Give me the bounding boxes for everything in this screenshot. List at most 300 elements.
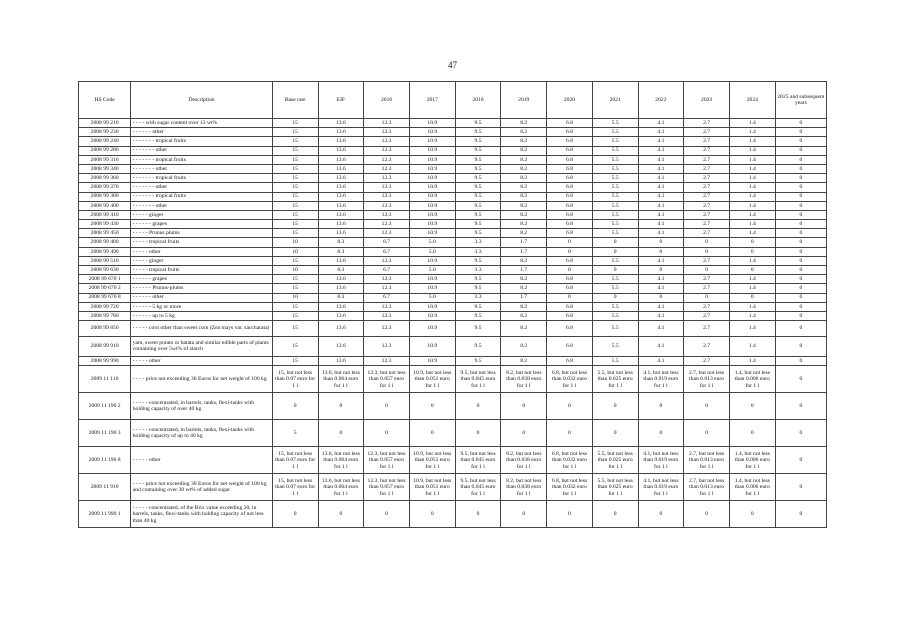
rate-cell: 6.8 bbox=[547, 229, 593, 238]
rate-cell: 0 bbox=[684, 293, 730, 302]
rate-cell: 15 bbox=[272, 357, 318, 366]
rate-cell: 4.1 bbox=[638, 311, 684, 320]
rate-cell: 15 bbox=[272, 210, 318, 219]
hs-code-cell: 2008 99 280 bbox=[79, 146, 131, 155]
rate-cell: 9.5 bbox=[455, 164, 501, 173]
rate-cell: 6.8 bbox=[547, 284, 593, 293]
rate-cell: 2.7, but not less than 0.013 euro for 1 l bbox=[684, 474, 730, 501]
rate-cell: 1.4 bbox=[729, 256, 775, 265]
rate-cell: 0 bbox=[592, 266, 638, 275]
rate-cell: 8.2, but not less than 0.038 euro for 1 l bbox=[501, 447, 547, 474]
rate-cell: 15 bbox=[272, 336, 318, 357]
rate-cell: 9.5, but not less than 0.045 euro for 1 l bbox=[455, 474, 501, 501]
rate-cell: 4.1 bbox=[638, 229, 684, 238]
rate-cell: 0 bbox=[729, 293, 775, 302]
rate-cell: 9.5 bbox=[455, 256, 501, 265]
rate-cell: 8.2 bbox=[501, 174, 547, 183]
rate-cell: 6.8, but not less than 0.032 euro for 1 l bbox=[547, 474, 593, 501]
rate-cell: 13.6 bbox=[318, 275, 364, 284]
rate-cell: 0 bbox=[592, 420, 638, 447]
rate-cell: 12.3 bbox=[364, 128, 410, 137]
table-row bbox=[79, 146, 827, 155]
rate-cell: 1.4 bbox=[729, 119, 775, 128]
rate-cell: 1.7 bbox=[501, 266, 547, 275]
rate-cell: 0 bbox=[729, 238, 775, 247]
rate-cell: 0 bbox=[272, 393, 318, 420]
rate-cell: 5.5 bbox=[592, 220, 638, 229]
description-cell: - - - - - tropical fruits bbox=[131, 266, 273, 275]
rate-cell: 6.8 bbox=[547, 201, 593, 210]
rate-cell: 0 bbox=[547, 247, 593, 256]
rate-cell: 6.8, but not less than 0.032 euro for 1 l bbox=[547, 366, 593, 393]
rate-cell: 2.7 bbox=[684, 284, 730, 293]
rate-cell: 2.7 bbox=[684, 146, 730, 155]
rate-cell: 1.4 bbox=[729, 174, 775, 183]
rate-cell: 5.5, but not less than 0.025 euro for 1 l bbox=[592, 447, 638, 474]
rate-cell: 2.7 bbox=[684, 192, 730, 201]
rate-cell: 8.2 bbox=[501, 119, 547, 128]
rate-cell: 10.9 bbox=[409, 192, 455, 201]
rate-cell: 0 bbox=[775, 256, 826, 265]
rate-cell: 0 bbox=[775, 146, 826, 155]
rate-cell: 0 bbox=[775, 275, 826, 284]
rate-cell: 2.7 bbox=[684, 137, 730, 146]
rate-cell: 0 bbox=[775, 128, 826, 137]
rate-cell: 15, but not less than 0.07 euro for 1 l bbox=[272, 474, 318, 501]
rate-cell: 15, but not less than 0.07 euro for 1 l bbox=[272, 366, 318, 393]
rate-cell: 13.6 bbox=[318, 146, 364, 155]
table-row bbox=[79, 266, 827, 275]
rate-cell: 10.9 bbox=[409, 155, 455, 164]
table-row bbox=[79, 192, 827, 201]
rate-cell: 6.8 bbox=[547, 275, 593, 284]
rate-cell: 13.6 bbox=[318, 183, 364, 192]
rate-cell: 6.8 bbox=[547, 192, 593, 201]
rate-cell: 8.2 bbox=[501, 201, 547, 210]
rate-cell: 2.7 bbox=[684, 321, 730, 337]
rate-cell: 2.7 bbox=[684, 336, 730, 357]
table-row bbox=[79, 238, 827, 247]
rate-cell: 2.7 bbox=[684, 256, 730, 265]
hs-code-cell: 2008 99 510 bbox=[79, 256, 131, 265]
description-cell: - - - - - - other bbox=[131, 293, 273, 302]
rate-cell: 0 bbox=[775, 321, 826, 337]
table-row bbox=[79, 321, 827, 337]
hs-code-cell: 2008 99 670 8 bbox=[79, 293, 131, 302]
rate-cell: 13.6 bbox=[318, 311, 364, 320]
rate-cell: 6.7 bbox=[364, 247, 410, 256]
rate-cell: 1.4 bbox=[729, 284, 775, 293]
hs-code-cell: 2008 99 850 bbox=[79, 321, 131, 337]
rate-cell: 3.3 bbox=[455, 238, 501, 247]
rate-cell: 12.3 bbox=[364, 119, 410, 128]
rate-cell: 8.2 bbox=[501, 192, 547, 201]
rate-cell: 1.4, but not less than 0.006 euro for 1 l bbox=[729, 447, 775, 474]
rate-cell: 1.7 bbox=[501, 238, 547, 247]
hs-code-cell: 2008 99 400 bbox=[79, 201, 131, 210]
rate-cell: 0 bbox=[775, 164, 826, 173]
rate-cell: 0 bbox=[775, 119, 826, 128]
hs-code-cell: 2008 99 990 bbox=[79, 357, 131, 366]
rate-cell: 1.4 bbox=[729, 302, 775, 311]
rate-cell: 13.6 bbox=[318, 220, 364, 229]
rate-cell: 1.4 bbox=[729, 229, 775, 238]
rate-cell: 4.1 bbox=[638, 284, 684, 293]
column-header: Base rate bbox=[272, 82, 318, 119]
rate-cell: 10.9 bbox=[409, 229, 455, 238]
rate-cell: 10.9 bbox=[409, 174, 455, 183]
rate-cell: 0 bbox=[455, 420, 501, 447]
rate-cell: 8.2 bbox=[501, 155, 547, 164]
hs-code-cell: 2009 11 110 bbox=[79, 366, 131, 393]
rate-cell: 0 bbox=[364, 420, 410, 447]
rate-cell: 13.6 bbox=[318, 256, 364, 265]
rate-cell: 4.1 bbox=[638, 137, 684, 146]
rate-cell: 1.4, but not less than 0.006 euro for 1 l bbox=[729, 474, 775, 501]
rate-cell: 0 bbox=[775, 210, 826, 219]
rate-cell: 8.2 bbox=[501, 284, 547, 293]
rate-cell: 5.5 bbox=[592, 321, 638, 337]
rate-cell: 5.5, but not less than 0.025 euro for 1 l bbox=[592, 366, 638, 393]
rate-cell: 9.5, but not less than 0.045 euro for 1 l bbox=[455, 366, 501, 393]
rate-cell: 15 bbox=[272, 256, 318, 265]
rate-cell: 0 bbox=[547, 501, 593, 528]
rate-cell: 0 bbox=[638, 293, 684, 302]
column-header: 2018 bbox=[455, 82, 501, 119]
table-row bbox=[79, 420, 827, 447]
rate-cell: 6.8 bbox=[547, 164, 593, 173]
rate-cell: 10.9 bbox=[409, 275, 455, 284]
rate-cell: 10 bbox=[272, 247, 318, 256]
rate-cell: 1.7 bbox=[501, 293, 547, 302]
rate-cell: 0 bbox=[638, 420, 684, 447]
rate-cell: 10.9 bbox=[409, 220, 455, 229]
table-row bbox=[79, 220, 827, 229]
rate-cell: 10.9 bbox=[409, 183, 455, 192]
rate-cell: 10.9 bbox=[409, 201, 455, 210]
hs-code-cell: 2008 99 450 bbox=[79, 229, 131, 238]
rate-cell: 8.2 bbox=[501, 336, 547, 357]
rate-cell: 13.6, but not less than 0.064 euro for 1 l bbox=[318, 447, 364, 474]
rate-cell: 0 bbox=[592, 393, 638, 420]
description-cell: yam, sweet potato or batata and similar edible parts of plants containing over 5wt% of starch bbox=[131, 336, 273, 357]
rate-cell: 0 bbox=[729, 393, 775, 420]
rate-cell: 12.3 bbox=[364, 311, 410, 320]
rate-cell: 5.5 bbox=[592, 210, 638, 219]
rate-cell: 0 bbox=[592, 238, 638, 247]
hs-code-cell: 2008 99 240 bbox=[79, 137, 131, 146]
rate-cell: 15 bbox=[272, 284, 318, 293]
table-row bbox=[79, 474, 827, 501]
rate-cell: 8.2 bbox=[501, 146, 547, 155]
rate-cell: 0 bbox=[409, 393, 455, 420]
rate-cell: 10 bbox=[272, 238, 318, 247]
rate-cell: 9.5 bbox=[455, 357, 501, 366]
table-row bbox=[79, 311, 827, 320]
rate-cell: 12.3 bbox=[364, 220, 410, 229]
rate-cell: 3.3 bbox=[455, 293, 501, 302]
rate-cell: 8.3 bbox=[318, 293, 364, 302]
table-row bbox=[79, 201, 827, 210]
table-row bbox=[79, 164, 827, 173]
rate-cell: 5.5 bbox=[592, 357, 638, 366]
description-cell: - - - - - - up to 5 kg bbox=[131, 311, 273, 320]
rate-cell: 4.1 bbox=[638, 220, 684, 229]
rate-cell: 0 bbox=[775, 183, 826, 192]
rate-cell: 10.9 bbox=[409, 210, 455, 219]
rate-cell: 0 bbox=[775, 501, 826, 528]
page-number: 47 bbox=[448, 60, 457, 70]
description-cell: - - - - - - other bbox=[131, 128, 273, 137]
rate-cell: 1.4 bbox=[729, 201, 775, 210]
rate-cell: 0 bbox=[638, 393, 684, 420]
rate-cell: 0 bbox=[775, 474, 826, 501]
hs-code-cell: 2008 99 360 bbox=[79, 174, 131, 183]
tariff-schedule-table bbox=[78, 81, 827, 528]
description-cell: - - - - - ginger bbox=[131, 210, 273, 219]
rate-cell: 5.5 bbox=[592, 336, 638, 357]
rate-cell: 4.1 bbox=[638, 302, 684, 311]
rate-cell: 4.1 bbox=[638, 146, 684, 155]
rate-cell: 10.9, but not less than 0.051 euro for 1 l bbox=[409, 447, 455, 474]
rate-cell: 10.9 bbox=[409, 302, 455, 311]
description-cell: - - - - price not exceeding 30 Euros for net weight of 100 kg and containing over 30 wt% of added sugar bbox=[131, 474, 273, 501]
description-cell: - - - - - - grapes bbox=[131, 220, 273, 229]
rate-cell: 0 bbox=[501, 420, 547, 447]
rate-cell: 2.7 bbox=[684, 275, 730, 284]
rate-cell: 1.4 bbox=[729, 137, 775, 146]
rate-cell: 6.8 bbox=[547, 174, 593, 183]
description-cell: - - - - - concentrated, in barrels, tanks, flexi-tanks with holding capacity of up to 40 kg bbox=[131, 420, 273, 447]
rate-cell: 4.1 bbox=[638, 357, 684, 366]
rate-cell: 5.5 bbox=[592, 128, 638, 137]
rate-cell: 0 bbox=[729, 420, 775, 447]
hs-code-cell: 2008 99 630 bbox=[79, 266, 131, 275]
rate-cell: 13.6 bbox=[318, 192, 364, 201]
rate-cell: 15 bbox=[272, 128, 318, 137]
rate-cell: 2.7 bbox=[684, 229, 730, 238]
rate-cell: 15 bbox=[272, 275, 318, 284]
table-row bbox=[79, 247, 827, 256]
rate-cell: 1.4 bbox=[729, 357, 775, 366]
rate-cell: 0 bbox=[775, 284, 826, 293]
table-row bbox=[79, 357, 827, 366]
rate-cell: 1.4, but not less than 0.006 euro for 1 l bbox=[729, 366, 775, 393]
rate-cell: 0 bbox=[547, 393, 593, 420]
column-header: 2019 bbox=[501, 82, 547, 119]
rate-cell: 4.1 bbox=[638, 183, 684, 192]
rate-cell: 9.5 bbox=[455, 284, 501, 293]
rate-cell: 0 bbox=[318, 393, 364, 420]
rate-cell: 0 bbox=[729, 501, 775, 528]
rate-cell: 10.9 bbox=[409, 146, 455, 155]
rate-cell: 10 bbox=[272, 266, 318, 275]
description-cell: - - - - - - Prunus-plums bbox=[131, 284, 273, 293]
rate-cell: 13.6, but not less than 0.064 euro for 1 l bbox=[318, 366, 364, 393]
rate-cell: 10.9 bbox=[409, 119, 455, 128]
rate-cell: 4.1 bbox=[638, 275, 684, 284]
rate-cell: 5.5 bbox=[592, 164, 638, 173]
rate-cell: 13.6 bbox=[318, 302, 364, 311]
rate-cell: 13.6 bbox=[318, 210, 364, 219]
rate-cell: 0 bbox=[775, 336, 826, 357]
rate-cell: 5.5 bbox=[592, 201, 638, 210]
rate-cell: 0 bbox=[729, 266, 775, 275]
column-header: 2020 bbox=[547, 82, 593, 119]
rate-cell: 12.3 bbox=[364, 164, 410, 173]
table-row bbox=[79, 174, 827, 183]
rate-cell: 0 bbox=[272, 501, 318, 528]
description-cell: - - - - - - - tropical fruits bbox=[131, 137, 273, 146]
rate-cell: 1.4 bbox=[729, 183, 775, 192]
rate-cell: 0 bbox=[547, 420, 593, 447]
hs-code-cell: 2008 99 230 bbox=[79, 128, 131, 137]
rate-cell: 1.4 bbox=[729, 220, 775, 229]
table-row bbox=[79, 393, 827, 420]
rate-cell: 0 bbox=[318, 501, 364, 528]
rate-cell: 4.1 bbox=[638, 192, 684, 201]
rate-cell: 0 bbox=[684, 238, 730, 247]
rate-cell: 9.5 bbox=[455, 192, 501, 201]
rate-cell: 6.8 bbox=[547, 137, 593, 146]
rate-cell: 5.5 bbox=[592, 137, 638, 146]
rate-cell: 12.3, but not less than 0.057 euro for 1 l bbox=[364, 447, 410, 474]
hs-code-cell: 2008 99 480 bbox=[79, 238, 131, 247]
rate-cell: 12.3 bbox=[364, 256, 410, 265]
rate-cell: 8.2 bbox=[501, 164, 547, 173]
column-header: 2025 and subsequent years bbox=[775, 82, 826, 119]
column-header: HS Code bbox=[79, 82, 131, 119]
rate-cell: 2.7 bbox=[684, 357, 730, 366]
rate-cell: 5.5 bbox=[592, 229, 638, 238]
rate-cell: 4.1 bbox=[638, 321, 684, 337]
rate-cell: 2.7 bbox=[684, 220, 730, 229]
rate-cell: 9.5 bbox=[455, 174, 501, 183]
rate-cell: 6.8 bbox=[547, 220, 593, 229]
rate-cell: 4.1, but not less than 0.019 euro for 1 l bbox=[638, 366, 684, 393]
column-header: 2016 bbox=[364, 82, 410, 119]
table-row bbox=[79, 256, 827, 265]
table-row bbox=[79, 284, 827, 293]
hs-code-cell: 2008 99 310 bbox=[79, 155, 131, 164]
table-row bbox=[79, 119, 827, 128]
rate-cell: 1.4 bbox=[729, 321, 775, 337]
rate-cell: 4.1 bbox=[638, 119, 684, 128]
rate-cell: 8.2 bbox=[501, 357, 547, 366]
rate-cell: 13.6 bbox=[318, 336, 364, 357]
rate-cell: 12.3 bbox=[364, 174, 410, 183]
rate-cell: 5.5 bbox=[592, 155, 638, 164]
description-cell: - - - - - ginger bbox=[131, 256, 273, 265]
rate-cell: 12.3 bbox=[364, 229, 410, 238]
rate-cell: 12.3 bbox=[364, 201, 410, 210]
table-header-row bbox=[79, 82, 827, 119]
description-cell: - - - - - - - tropical fruits bbox=[131, 155, 273, 164]
rate-cell: 5.5 bbox=[592, 146, 638, 155]
rate-cell: 0 bbox=[638, 247, 684, 256]
description-cell: - - - - - other bbox=[131, 357, 273, 366]
rate-cell: 12.3 bbox=[364, 155, 410, 164]
rate-cell: 15 bbox=[272, 229, 318, 238]
hs-code-cell: 2008 99 490 bbox=[79, 247, 131, 256]
rate-cell: 10.9, but not less than 0.051 euro for 1 l bbox=[409, 474, 455, 501]
rate-cell: 1.4 bbox=[729, 275, 775, 284]
rate-cell: 1.7 bbox=[501, 247, 547, 256]
hs-code-cell: 2009 11 190 2 bbox=[79, 393, 131, 420]
rate-cell: 8.2 bbox=[501, 256, 547, 265]
rate-cell: 8.2 bbox=[501, 302, 547, 311]
description-cell: - - - - - - - other bbox=[131, 201, 273, 210]
rate-cell: 0 bbox=[364, 393, 410, 420]
rate-cell: 6.8 bbox=[547, 357, 593, 366]
description-cell: - - - - price not exceeding 30 Euros for net weight of 100 kg bbox=[131, 366, 273, 393]
rate-cell: 5.5 bbox=[592, 256, 638, 265]
rate-cell: 4.1, but not less than 0.019 euro for 1 l bbox=[638, 474, 684, 501]
rate-cell: 6.8 bbox=[547, 321, 593, 337]
table-row bbox=[79, 128, 827, 137]
rate-cell: 12.3 bbox=[364, 302, 410, 311]
rate-cell: 0 bbox=[775, 293, 826, 302]
rate-cell: 15, but not less than 0.07 euro for 1 l bbox=[272, 447, 318, 474]
rate-cell: 0 bbox=[775, 155, 826, 164]
rate-cell: 12.3 bbox=[364, 336, 410, 357]
rate-cell: 13.6 bbox=[318, 155, 364, 164]
hs-code-cell: 2008 99 370 bbox=[79, 183, 131, 192]
rate-cell: 0 bbox=[775, 247, 826, 256]
rate-cell: 10.9 bbox=[409, 357, 455, 366]
rate-cell: 10.9 bbox=[409, 164, 455, 173]
description-cell: - - - - - concentrated, of the Brix value exceeding 20, in barrels, tanks, flexi-tanks with holding capacity of not less than 40 kg bbox=[131, 501, 273, 528]
column-header: 2017 bbox=[409, 82, 455, 119]
rate-cell: 10.9 bbox=[409, 128, 455, 137]
column-header: 2022 bbox=[638, 82, 684, 119]
rate-cell: 9.5 bbox=[455, 275, 501, 284]
rate-cell: 2.7 bbox=[684, 174, 730, 183]
rate-cell: 0 bbox=[729, 247, 775, 256]
rate-cell: 15 bbox=[272, 201, 318, 210]
rate-cell: 4.1 bbox=[638, 164, 684, 173]
rate-cell: 9.5 bbox=[455, 119, 501, 128]
description-cell: - - - - - concentrated, in barrels, tanks, flexi-tanks with holding capacity of over 40 kg bbox=[131, 393, 273, 420]
hs-code-cell: 2008 99 720 bbox=[79, 302, 131, 311]
table-row bbox=[79, 155, 827, 164]
rate-cell: 5.5 bbox=[592, 192, 638, 201]
rate-cell: 1.4 bbox=[729, 192, 775, 201]
rate-cell: 4.1 bbox=[638, 201, 684, 210]
rate-cell: 13.6 bbox=[318, 321, 364, 337]
rate-cell: 9.5 bbox=[455, 302, 501, 311]
rate-cell: 4.1 bbox=[638, 210, 684, 219]
rate-cell: 0 bbox=[775, 447, 826, 474]
rate-cell: 4.1 bbox=[638, 174, 684, 183]
table-row bbox=[79, 336, 827, 357]
rate-cell: 0 bbox=[364, 501, 410, 528]
rate-cell: 13.6 bbox=[318, 164, 364, 173]
description-cell: - - - - with sugar content over 13 wt% bbox=[131, 119, 273, 128]
rate-cell: 0 bbox=[775, 229, 826, 238]
table-row bbox=[79, 183, 827, 192]
rate-cell: 1.4 bbox=[729, 155, 775, 164]
rate-cell: 2.7 bbox=[684, 128, 730, 137]
table-row bbox=[79, 229, 827, 238]
rate-cell: 6.8 bbox=[547, 155, 593, 164]
rate-cell: 0 bbox=[638, 238, 684, 247]
rate-cell: 0 bbox=[592, 247, 638, 256]
rate-cell: 5.5 bbox=[592, 183, 638, 192]
rate-cell: 5.5 bbox=[592, 275, 638, 284]
rate-cell: 1.4 bbox=[729, 164, 775, 173]
rate-cell: 8.2 bbox=[501, 128, 547, 137]
